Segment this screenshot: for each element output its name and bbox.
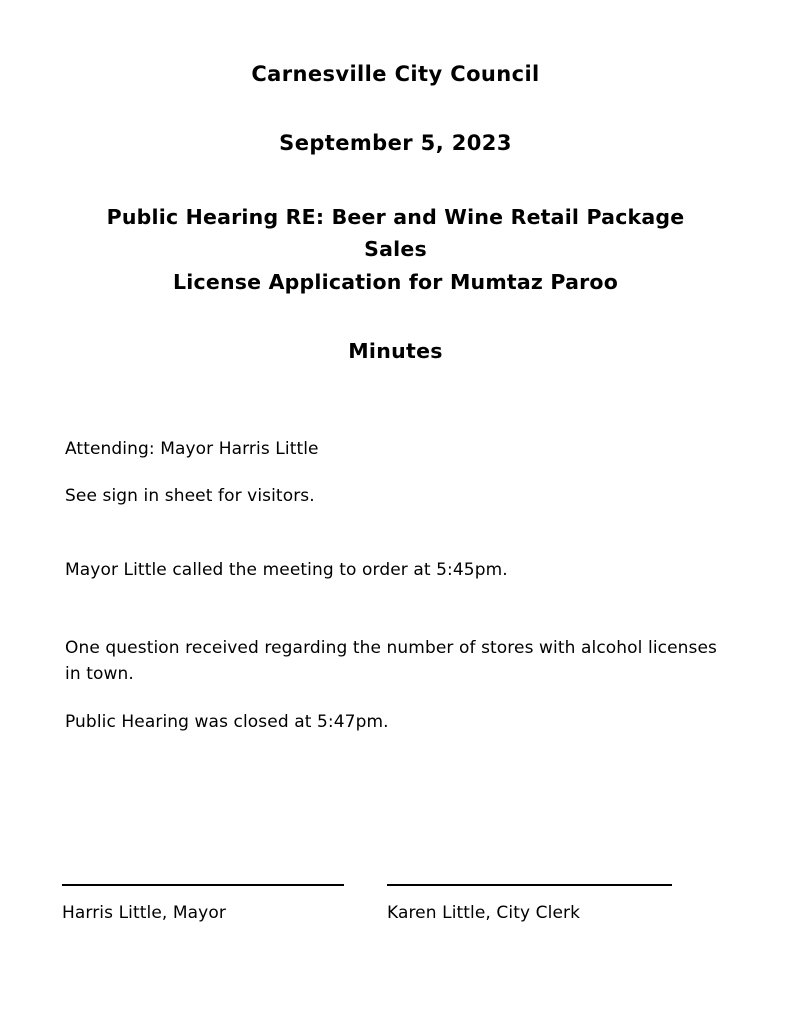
signature-label-mayor: Harris Little, Mayor: [62, 903, 226, 923]
signature-block: [62, 884, 729, 923]
hearing-subject-line-1: Public Hearing RE: Beer and Wine Retail Package Sales: [106, 204, 685, 262]
minutes-content: [62, 437, 729, 736]
meeting-date: September 5, 2023: [279, 131, 512, 156]
document-header: [62, 61, 729, 365]
visitors-line: See sign in sheet for visitors.: [65, 486, 315, 507]
call-to-order-line: Mayor Little called the meeting to order at 5:45pm.: [65, 560, 508, 581]
attendance-line: Attending: Mayor Harris Little: [65, 438, 319, 459]
question-received-line: One question received regarding the number of stores with alcohol licenses in town.: [65, 638, 718, 684]
hearing-closed-line: Public Hearing was closed at 5:47pm.: [65, 711, 389, 732]
signature-line-clerk: [387, 884, 672, 886]
signature-lines: [62, 884, 729, 886]
document-type: Minutes: [348, 338, 443, 363]
council-title: Carnesville City Council: [251, 62, 540, 86]
signature-label-clerk: Karen Little, City Clerk: [387, 903, 581, 923]
hearing-subject-line-2: License Application for Mumtaz Paroo: [173, 270, 618, 295]
signature-labels: [62, 903, 729, 923]
signature-line-mayor: [62, 884, 344, 886]
hearing-subject: [62, 201, 729, 299]
